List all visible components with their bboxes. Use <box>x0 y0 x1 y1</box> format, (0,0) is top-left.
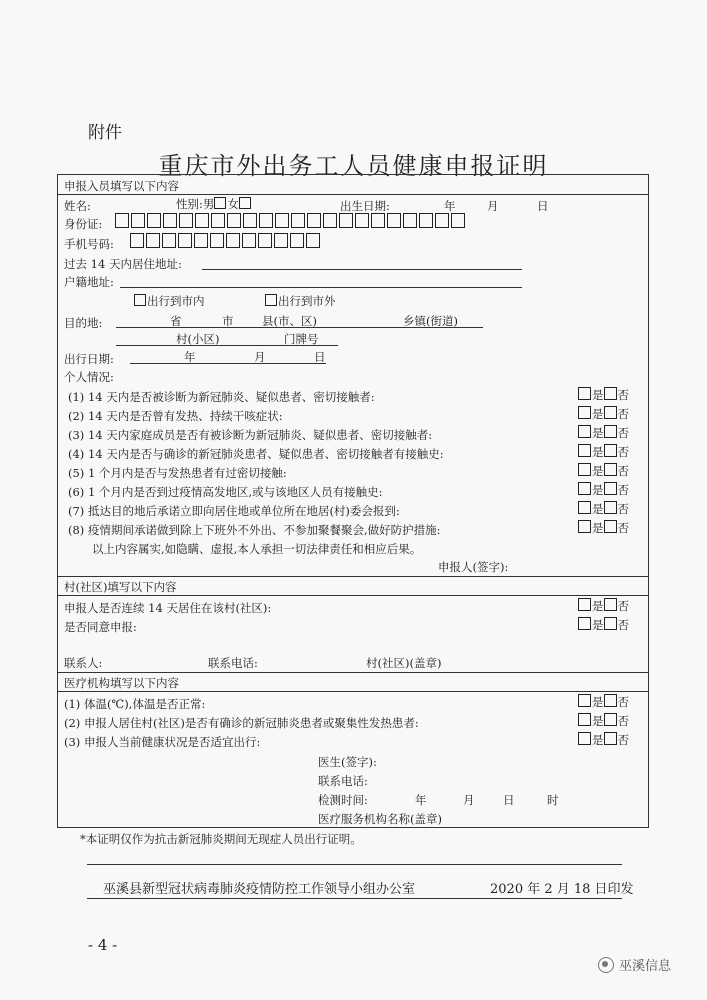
dest-county: 县(市、区) <box>262 314 317 328</box>
travel-date-label: 出行日期: <box>64 352 114 366</box>
dest-city: 市 <box>222 314 234 328</box>
no-checkbox[interactable] <box>604 387 617 400</box>
yes-no-3 <box>578 425 629 441</box>
yes-checkbox[interactable] <box>578 732 591 745</box>
yes-checkbox[interactable] <box>578 406 591 419</box>
section-header-medical: 医疗机构填写以下内容 <box>64 676 179 690</box>
travel-year: 年 <box>184 350 196 364</box>
divider <box>57 576 649 577</box>
dest-village: 村(小区) <box>176 332 220 346</box>
gender-label: 性别: <box>176 197 203 211</box>
question-4: (4) 14 天内是否与确诊的新冠肺炎患者、疑似患者、密切接触者有接触史: <box>68 447 444 461</box>
phone-number-boxes[interactable] <box>130 233 320 248</box>
annex-label: 附件 <box>88 123 122 143</box>
yes-no-5 <box>578 463 629 479</box>
medical-yes-no-3 <box>578 732 629 748</box>
medical-phone-label: 联系电话: <box>318 774 368 788</box>
dob-month: 月 <box>487 199 499 213</box>
community-yes-no-1 <box>578 598 629 614</box>
destination-line[interactable] <box>116 327 483 328</box>
travel-in-city-label: 出行到市内 <box>147 294 205 308</box>
issue-date: 2020 年 2 月 18 日印发 <box>490 882 634 897</box>
no-label: 否 <box>617 445 629 459</box>
dest-house-no: 门牌号 <box>284 332 319 346</box>
no-checkbox[interactable] <box>604 425 617 438</box>
question-5: (5) 1 个月内是否与发热患者有过密切接触: <box>68 466 287 480</box>
section-header-community: 村(社区)填写以下内容 <box>64 580 177 594</box>
yes-no-1 <box>578 387 629 403</box>
no-checkbox[interactable] <box>604 406 617 419</box>
travel-out-city-label: 出行到市外 <box>278 294 336 308</box>
travel-day: 日 <box>314 350 326 364</box>
yes-label: 是 <box>592 388 604 402</box>
divider <box>57 595 649 596</box>
travel-month: 月 <box>254 350 266 364</box>
no-label: 否 <box>617 502 629 516</box>
hukou-line[interactable] <box>120 287 522 288</box>
no-label: 否 <box>617 733 629 747</box>
question-6: (6) 1 个月内是否到过疫情高发地区,或与该地区人员有接触史: <box>68 485 383 499</box>
yes-label: 是 <box>592 502 604 516</box>
personal-label: 个人情况: <box>64 370 114 384</box>
phone-label: 手机号码: <box>64 237 114 251</box>
residence-line[interactable] <box>202 269 522 270</box>
dob-day: 日 <box>537 199 549 213</box>
issuing-office: 巫溪县新型冠状病毒肺炎疫情防控工作领导小组办公室 <box>103 882 416 897</box>
medical-org-stamp-label: 医疗服务机构名称(盖章) <box>318 812 442 826</box>
dest-township: 乡镇(街道) <box>403 314 458 328</box>
yes-no-2 <box>578 406 629 422</box>
question-7: (7) 抵达目的地后承诺立即向居住地或单位所在地居(村)委会报到: <box>68 504 400 518</box>
divider <box>57 672 649 673</box>
contact-phone-label: 联系电话: <box>208 656 258 670</box>
yes-label: 是 <box>592 426 604 440</box>
male-checkbox[interactable] <box>214 197 226 209</box>
yes-checkbox[interactable] <box>578 501 591 514</box>
community-question-2: 是否同意申报: <box>64 620 137 634</box>
no-label: 否 <box>617 599 629 613</box>
test-year: 年 <box>415 793 427 807</box>
community-stamp-label: 村(社区)(盖章) <box>366 656 442 670</box>
no-label: 否 <box>617 407 629 421</box>
yes-label: 是 <box>592 714 604 728</box>
no-label: 否 <box>617 521 629 535</box>
no-checkbox[interactable] <box>604 520 617 533</box>
no-checkbox[interactable] <box>604 482 617 495</box>
no-checkbox[interactable] <box>604 598 617 611</box>
dest-province: 省 <box>170 314 182 328</box>
test-time-label: 检测时间: <box>318 793 368 807</box>
watermark <box>598 955 671 974</box>
no-label: 否 <box>617 483 629 497</box>
footer-rule-top <box>87 864 622 865</box>
id-number-boxes[interactable] <box>115 213 465 228</box>
no-checkbox[interactable] <box>604 444 617 457</box>
female-label: 女 <box>227 197 239 211</box>
footnote: *本证明仅作为抗击新冠肺炎期间无现症人员出行证明。 <box>80 832 362 846</box>
destination-label: 目的地: <box>64 316 103 330</box>
no-checkbox[interactable] <box>604 713 617 726</box>
wechat-account-icon <box>598 957 614 973</box>
yes-label: 是 <box>592 521 604 535</box>
no-label: 否 <box>617 695 629 709</box>
test-hour: 时 <box>547 793 559 807</box>
yes-label: 是 <box>592 618 604 632</box>
medical-yes-no-2 <box>578 713 629 729</box>
no-checkbox[interactable] <box>604 501 617 514</box>
yes-checkbox[interactable] <box>578 482 591 495</box>
travel-in-city-checkbox[interactable] <box>134 294 146 306</box>
yes-no-7 <box>578 501 629 517</box>
no-checkbox[interactable] <box>604 694 617 707</box>
applicant-signature-label: 申报人(签字): <box>438 560 509 574</box>
yes-label: 是 <box>592 483 604 497</box>
pledge-text: 以上内容属实,如隐瞒、虚报,本人承担一切法律责任和相应后果。 <box>92 542 422 556</box>
divider <box>57 691 649 692</box>
doctor-signature-label: 医生(签字): <box>318 755 377 769</box>
no-label: 否 <box>617 464 629 478</box>
yes-checkbox[interactable] <box>578 387 591 400</box>
id-label: 身份证: <box>64 217 103 231</box>
travel-out-city-option[interactable] <box>265 293 336 309</box>
yes-checkbox[interactable] <box>578 694 591 707</box>
medical-question-1: (1) 体温(℃),体温是否正常: <box>64 697 206 711</box>
yes-label: 是 <box>592 407 604 421</box>
question-3: (3) 14 天内家庭成员是否有被诊断为新冠肺炎、疑似患者、密切接触者: <box>68 428 433 442</box>
female-checkbox[interactable] <box>239 197 251 209</box>
no-label: 否 <box>617 618 629 632</box>
dob-year: 年 <box>444 199 456 213</box>
page-number: - 4 - <box>88 936 118 954</box>
yes-checkbox[interactable] <box>578 425 591 438</box>
test-day: 日 <box>503 793 515 807</box>
no-checkbox[interactable] <box>604 617 617 630</box>
section-header-applicant: 申报入员填写以下内容 <box>64 179 179 193</box>
test-month: 月 <box>463 793 475 807</box>
gender-field <box>176 196 252 212</box>
watermark-text: 巫溪信息 <box>619 959 672 974</box>
question-1: (1) 14 天内是否被诊断为新冠肺炎、疑似患者、密切接触者: <box>68 390 375 404</box>
travel-date-line[interactable] <box>130 363 326 364</box>
no-label: 否 <box>617 388 629 402</box>
yes-checkbox[interactable] <box>578 617 591 630</box>
hukou-label: 户籍地址: <box>64 275 114 289</box>
no-label: 否 <box>617 714 629 728</box>
question-8: (8) 疫情期间承诺做到除上下班外不外出、不参加聚餐聚会,做好防护措施: <box>68 523 441 537</box>
residence-label: 过去 14 天内居住地址: <box>64 257 182 271</box>
yes-no-8 <box>578 520 629 536</box>
yes-label: 是 <box>592 733 604 747</box>
yes-label: 是 <box>592 464 604 478</box>
yes-label: 是 <box>592 445 604 459</box>
community-yes-no-2 <box>578 617 629 633</box>
male-label: 男 <box>202 197 215 211</box>
divider <box>57 194 649 195</box>
yes-label: 是 <box>592 599 604 613</box>
medical-question-3: (3) 申报人当前健康状况是否适宜出行: <box>64 735 261 749</box>
yes-checkbox[interactable] <box>578 520 591 533</box>
no-label: 否 <box>617 426 629 440</box>
medical-question-2: (2) 申报人居住村(社区)是否有确诊的新冠肺炎患者或聚集性发热患者: <box>64 716 419 730</box>
page-title: 重庆市外出务工人员健康申报证明 <box>158 152 549 180</box>
no-checkbox[interactable] <box>604 463 617 476</box>
no-checkbox[interactable] <box>604 732 617 745</box>
dob-label: 出生日期: <box>340 199 390 213</box>
name-label: 姓名: <box>64 199 91 213</box>
yes-checkbox[interactable] <box>578 444 591 457</box>
community-question-1: 申报人是否连续 14 天居住在该村(社区): <box>64 601 272 615</box>
yes-checkbox[interactable] <box>578 713 591 726</box>
travel-out-city-checkbox[interactable] <box>265 294 277 306</box>
yes-no-4 <box>578 444 629 460</box>
medical-yes-no-1 <box>578 694 629 710</box>
contact-person-label: 联系人: <box>64 656 103 670</box>
footer-rule-bottom <box>87 898 622 899</box>
question-2: (2) 14 天内是否曾有发热、持续干咳症状: <box>68 409 283 423</box>
yes-no-6 <box>578 482 629 498</box>
yes-label: 是 <box>592 695 604 709</box>
yes-checkbox[interactable] <box>578 463 591 476</box>
destination-line-2[interactable] <box>116 345 338 346</box>
yes-checkbox[interactable] <box>578 598 591 611</box>
travel-in-city-option[interactable] <box>134 293 205 309</box>
